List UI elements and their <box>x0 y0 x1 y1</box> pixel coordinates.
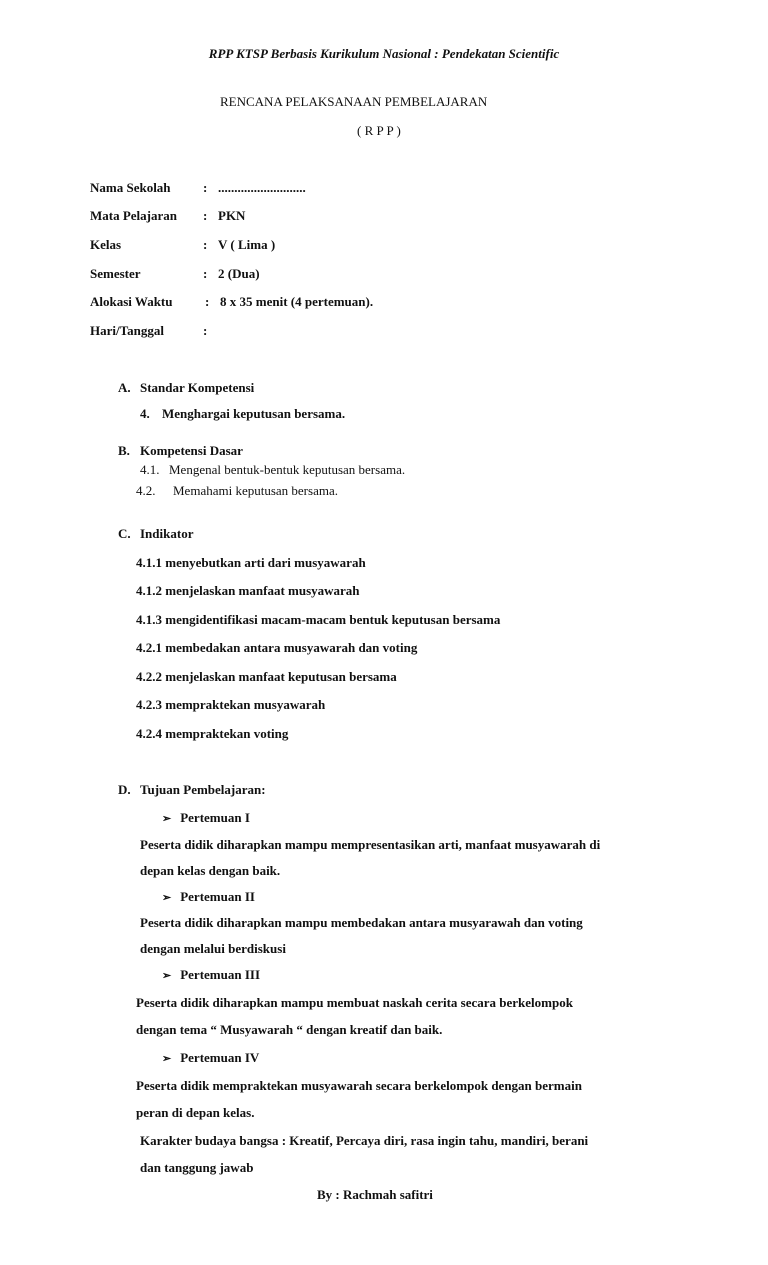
identity-sep: : <box>203 266 208 281</box>
arrow-bullet-icon: ➢ <box>162 970 172 982</box>
item-text: Memahami keputusan bersama. <box>173 483 338 498</box>
meeting-heading <box>162 889 255 905</box>
item-text: Menghargai keputusan bersama. <box>162 406 346 421</box>
section-heading: Kompetensi Dasar <box>140 443 243 458</box>
identity-sep: : <box>203 237 208 252</box>
arrow-bullet-icon: ➢ <box>162 1053 172 1065</box>
identity-label: Nama Sekolah <box>90 180 171 195</box>
indicator-item: 4.2.4 mempraktekan voting <box>136 726 289 741</box>
indicator-item: 4.2.1 membedakan antara musyawarah dan voting <box>136 640 418 655</box>
meeting-goal-line: peran di depan kelas. <box>136 1105 255 1120</box>
section-heading: Tujuan Pembelajaran: <box>140 782 266 797</box>
meeting-title: Pertemuan III <box>180 967 261 982</box>
identity-value: 2 (Dua) <box>218 266 260 281</box>
indicator-item: 4.1.1 menyebutkan arti dari musyawarah <box>136 555 366 570</box>
arrow-bullet-icon: ➢ <box>162 813 172 825</box>
indicator-item: 4.2.2 menjelaskan manfaat keputusan bersama <box>136 669 397 684</box>
meeting-goal-line: depan kelas dengan baik. <box>140 863 281 878</box>
section-heading: Standar Kompetensi <box>140 380 255 395</box>
identity-sep: : <box>203 180 208 195</box>
indicator-item: 4.1.3 mengidentifikasi macam-macam bentuk keputusan bersama <box>136 612 501 627</box>
running-header: RPP KTSP Berbasis Kurikulum Nasional : Pendekatan Scientific <box>208 46 560 61</box>
meeting-title: Pertemuan IV <box>180 1050 260 1065</box>
meeting-title: Pertemuan II <box>180 889 255 904</box>
section-marker: D. <box>118 782 131 797</box>
identity-label: Hari/Tanggal <box>90 323 164 338</box>
identity-value: PKN <box>218 208 246 223</box>
identity-label: Mata Pelajaran <box>90 208 178 223</box>
identity-value: 8 x 35 menit (4 pertemuan). <box>220 294 374 309</box>
identity-sep: : <box>203 208 208 223</box>
indicator-item: 4.2.3 mempraktekan musyawarah <box>136 697 326 712</box>
meeting-goal-line: Peserta didik diharapkan mampu mempresentasikan arti, manfaat musyawarah di <box>140 837 601 852</box>
item-number: 4.1. <box>140 462 160 477</box>
karakter-line: Karakter budaya bangsa : Kreatif, Percaya diri, rasa ingin tahu, mandiri, berani <box>140 1133 589 1148</box>
identity-value: ........................... <box>218 180 306 195</box>
meeting-goal-line: Peserta didik diharapkan mampu membuat naskah cerita secara berkelompok <box>136 995 573 1010</box>
document-subtitle: ( R P P ) <box>357 123 401 138</box>
identity-label: Semester <box>90 266 141 281</box>
karakter-line: dan tanggung jawab <box>140 1160 254 1175</box>
meeting-heading <box>162 967 260 983</box>
identity-label: Kelas <box>90 237 122 252</box>
meeting-goal-line: dengan tema “ Musyawarah “ dengan kreatif dan baik. <box>136 1022 443 1037</box>
document-title: RENCANA PELAKSANAAN PEMBELAJARAN <box>220 94 488 109</box>
section-marker: B. <box>118 443 130 458</box>
section-marker: A. <box>118 380 131 395</box>
section-heading: Indikator <box>140 526 194 541</box>
item-number: 4. <box>140 406 150 421</box>
identity-sep: : <box>203 323 208 338</box>
meeting-heading <box>162 1050 259 1066</box>
meeting-title: Pertemuan I <box>180 810 250 825</box>
meeting-goal-line: Peserta didik diharapkan mampu membedakan antara musyarawah dan voting <box>140 915 583 930</box>
item-text: Mengenal bentuk-bentuk keputusan bersama. <box>169 462 406 477</box>
arrow-bullet-icon: ➢ <box>162 892 172 904</box>
meeting-heading <box>162 810 250 826</box>
meeting-goal-line: dengan melalui berdiskusi <box>140 941 286 956</box>
identity-value: V ( Lima ) <box>218 237 276 252</box>
identity-sep: : <box>205 294 210 309</box>
item-number: 4.2. <box>136 483 156 498</box>
section-marker: C. <box>118 526 131 541</box>
identity-label: Alokasi Waktu <box>90 294 173 309</box>
indicator-item: 4.1.2 menjelaskan manfaat musyawarah <box>136 583 360 598</box>
author-credit: By : Rachmah safitri <box>317 1187 433 1202</box>
meeting-goal-line: Peserta didik mempraktekan musyawarah secara berkelompok dengan bermain <box>136 1078 582 1093</box>
